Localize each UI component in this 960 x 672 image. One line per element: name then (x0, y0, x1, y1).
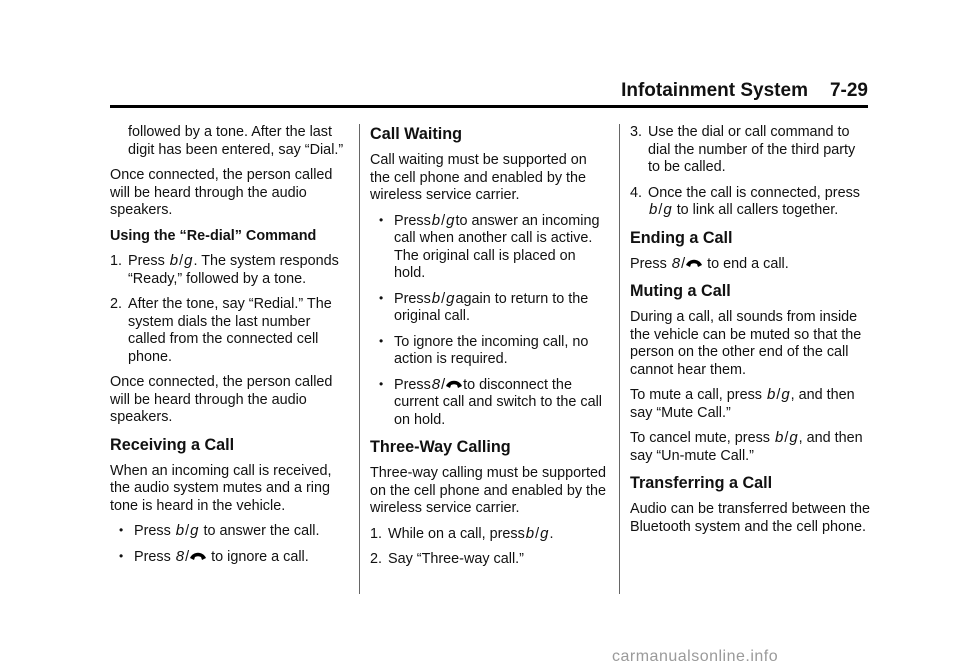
step-text: Once the call is connected, press (648, 184, 860, 201)
column-divider (619, 124, 620, 594)
step-number: 3. (630, 124, 643, 140)
bullet-text: To ignore the incoming call, no action is required. (394, 333, 589, 367)
paragraph: Once connected, the person called will be heard through the audio speakers. (110, 167, 333, 218)
paragraph: To cancel mute, press b/g, and then say “Un-mute Call.” (630, 429, 863, 464)
bullet-text: Press (394, 376, 431, 393)
step-2 (110, 296, 348, 366)
step-text: to link all callers together. (676, 202, 839, 218)
step-1: 1. While on a call, pressb/g. (370, 524, 554, 542)
header-title (621, 80, 868, 102)
bullet-text: to ignore a call. (211, 548, 309, 565)
step-number: 4. (630, 184, 643, 201)
push-to-talk-icon: b (766, 386, 776, 403)
column-2 (370, 124, 608, 577)
step-number: 1. (110, 253, 123, 269)
phone-end-icon (685, 257, 703, 269)
end-call-icon: 8 (431, 375, 441, 393)
text: to end a call. (707, 255, 789, 272)
heading-muting-call: Muting a Call (630, 282, 731, 300)
end-call-icon: 8 (671, 254, 681, 272)
paragraph: Three-way calling must be supported on the cell phone and enabled by the wireless service carrier. (370, 465, 607, 516)
push-to-talk-icon: b (431, 289, 441, 307)
voice-icon: g (540, 524, 549, 542)
push-to-talk-icon: b (649, 201, 658, 218)
paragraph: Press 8/ to end a call. (630, 254, 789, 272)
bullet-text: to answer the call. (203, 523, 320, 539)
header-rule (110, 105, 868, 108)
step-text: . The system responds “Ready,” followed by a tone. (128, 253, 339, 287)
step-text: Say “Three-way call.” (388, 551, 524, 567)
voice-icon: g (446, 289, 455, 307)
bullet-text: Press (394, 212, 431, 229)
step-text: Press (128, 253, 165, 269)
push-to-talk-icon: b (525, 524, 535, 542)
phone-end-icon (189, 550, 207, 562)
heading-receiving-call: Receiving a Call (110, 435, 235, 454)
continued-text: followed by a tone. After the last digit has been entered, say “Dial.” (128, 124, 344, 158)
step-4: 4. Once the call is connected, press b/g to link all callers together. (630, 184, 860, 218)
bullet-item: • Pressb/gagain to return to the original call. (379, 289, 589, 324)
voice-icon: g (446, 211, 455, 229)
step-text: . (549, 525, 554, 542)
heading-ending-call: Ending a Call (630, 228, 733, 247)
section-title: Infotainment System (621, 80, 808, 101)
paragraph: During a call, all sounds from inside the vehicle can be muted so that the person on the other end of the call cannot hear them. (630, 309, 862, 378)
step-number: 2. (110, 296, 123, 312)
subheading-redial: Using the “Re-dial” Command (110, 227, 317, 244)
watermark: carmanualsonline.info (612, 648, 779, 665)
paragraph: When an incoming call is received, the audio system mutes and a ring tone is heard in the vehicle. (110, 462, 332, 514)
push-to-talk-icon: b (175, 522, 185, 539)
step-1: 1. Press b/g. The system responds “Ready,” followed by a tone. (110, 252, 339, 287)
bullet-item: • Press 8/ to ignore a call. (119, 547, 309, 565)
paragraph: To mute a call, press b/g, and then say “Mute Call.” (630, 386, 855, 421)
paragraph: Call waiting must be supported on the cell phone and enabled by the wireless service carrier. (370, 152, 587, 203)
text: To cancel mute, press (630, 430, 770, 446)
bullet-item: • To ignore the incoming call, no action is required. (379, 333, 589, 367)
text: To mute a call, press (630, 387, 762, 403)
voice-icon: g (184, 252, 193, 269)
heading-transferring-call: Transferring a Call (630, 474, 773, 492)
phone-end-icon (445, 378, 463, 390)
paragraph: Once connected, the person called will be heard through the audio speakers. (110, 374, 333, 425)
heading-call-waiting: Call Waiting (370, 125, 463, 143)
column-3 (630, 124, 870, 544)
push-to-talk-icon: b (169, 252, 179, 269)
bullet-item: • Press b/g to answer the call. (119, 522, 320, 539)
voice-icon: g (789, 429, 798, 446)
step-3 (630, 124, 870, 177)
voice-icon: g (663, 201, 672, 218)
push-to-talk-icon: b (431, 211, 441, 229)
heading-three-way: Three-Way Calling (370, 438, 511, 456)
text: , and then say “Un-mute Call.” (630, 430, 863, 464)
step-text: While on a call, press (388, 525, 525, 542)
bullet-text: Press (394, 290, 431, 307)
step-2 (370, 551, 608, 569)
bullet-text: Press (134, 523, 171, 539)
end-call-icon: 8 (175, 547, 185, 565)
step-number: 2. (370, 551, 383, 567)
page-header (110, 80, 868, 104)
step-text: Use the dial or call command to dial the number of the third party to be called. (648, 124, 856, 175)
text: Press (630, 255, 667, 272)
voice-icon: g (190, 522, 199, 539)
step-text: After the tone, say “Redial.” The system dials the last number called from the connected cell phone. (128, 296, 332, 365)
bullet-text: to disconnect the current call and switch to the call on hold. (394, 376, 602, 428)
column-1 (110, 124, 348, 574)
push-to-talk-icon: b (774, 429, 784, 446)
voice-icon: g (781, 386, 790, 403)
text: , and then say “Mute Call.” (630, 387, 855, 421)
bullet-text: to answer an incoming call when another call is active. The original call is placed on hold. (394, 212, 600, 281)
bullet-item: • Pressb/gto answer an incoming call when another call is active. The original call is placed on hold. (379, 211, 600, 281)
paragraph: Audio can be transferred between the Bluetooth system and the cell phone. (630, 501, 871, 535)
bullet-item: • Press8/ to disconnect the current call and switch to the call on hold. (379, 375, 602, 428)
column-divider (359, 124, 360, 594)
step-number: 1. (370, 525, 383, 542)
bullet-text: Press (134, 548, 171, 565)
page-number: 7-29 (829, 80, 868, 101)
bullet-text: again to return to the original call. (394, 290, 589, 324)
